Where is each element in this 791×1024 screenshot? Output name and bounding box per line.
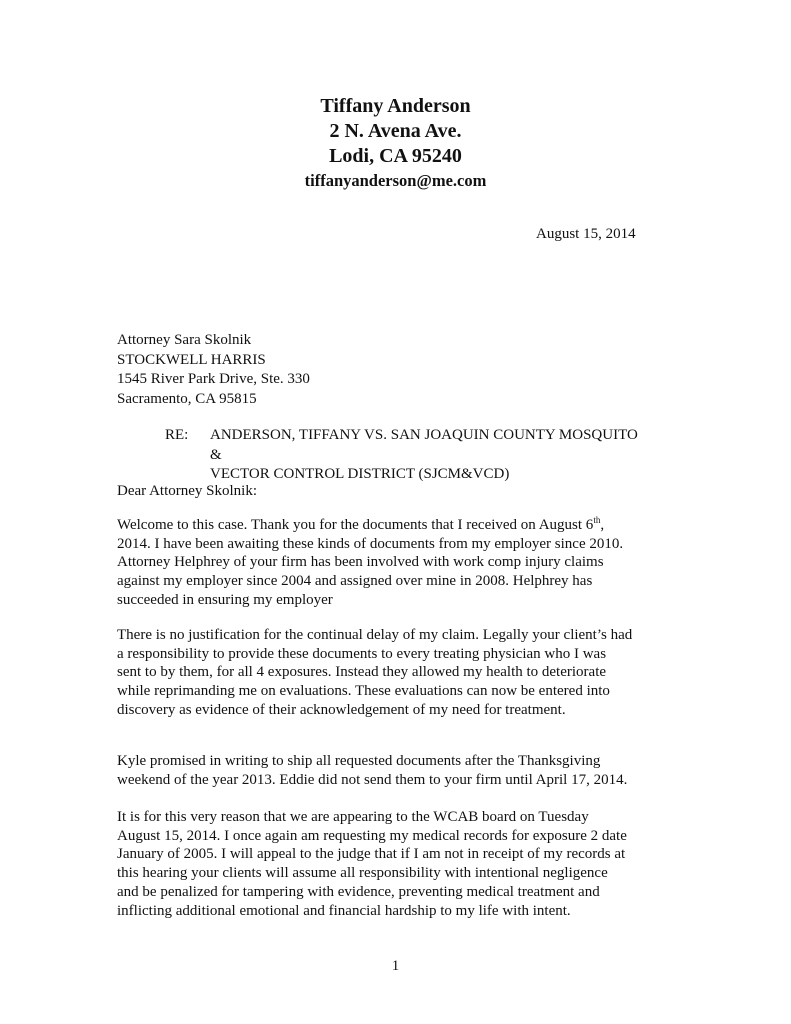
subject-line	[165, 426, 650, 485]
subject-line-1: ANDERSON, TIFFANY VS. SAN JOAQUIN COUNTY MOSQUITO &	[210, 427, 638, 463]
paragraph-4-line: It is for this very reason that we are appearing to the WCAB board on Tuesday	[117, 809, 589, 825]
paragraph-2-line: There is no justification for the continual delay of my claim. Legally your client’s had	[117, 627, 633, 643]
paragraph-1-line	[117, 516, 677, 535]
subject-label: RE:	[165, 427, 189, 443]
paragraph-1-line-end: ,	[600, 517, 605, 533]
paragraph-1-line: Attorney Helphrey of your firm has been involved with work comp injury claims	[117, 554, 604, 571]
paragraph-3	[117, 752, 677, 789]
paragraph-2	[117, 626, 677, 720]
paragraph-1-line-text: Welcome to this case. Thank you for the documents that I received on August 6	[117, 517, 594, 533]
salutation: Dear Attorney Skolnik:	[117, 483, 257, 499]
ordinal-superscript: th	[593, 515, 601, 525]
paragraph-2-line: while reprimanding me on evaluations. These evaluations can now be entered into	[117, 683, 610, 700]
paragraph-4-line: and be penalized for tampering with evidence, preventing medical treatment and	[117, 883, 600, 900]
paragraph-1-line: against my employer since 2004 and assigned over mine in 2008. Helphrey has	[117, 573, 593, 590]
paragraph-3-line: weekend of the year 2013. Eddie did not send them to your firm until April 17, 2014.	[117, 771, 628, 788]
paragraph-2-line: sent to by them, for all 4 exposures. Instead they allowed my health to deteriorate	[117, 664, 607, 681]
paragraph-2-line: discovery as evidence of their acknowledgement of my need for treatment.	[117, 701, 566, 718]
paragraph-4-line: August 15, 2014. I once again am requesting my medical records for exposure 2 date	[117, 827, 627, 844]
paragraph-1-line: 2014. I have been awaiting these kinds of documents from my employer since 2010.	[117, 535, 624, 552]
sender-city-state-zip: Lodi, CA 95240	[329, 145, 462, 167]
paragraph-2-line: a responsibility to provide these documents to every treating physician who I was	[117, 645, 607, 662]
paragraph-1-line: succeeded in ensuring my employer	[117, 591, 333, 608]
sender-street: 2 N. Avena Ave.	[329, 120, 462, 142]
sender-letterhead	[0, 94, 791, 193]
subject-text	[210, 426, 650, 485]
sender-email: tiffanyanderson@me.com	[304, 171, 487, 190]
letter-date: August 15, 2014	[536, 226, 636, 242]
paragraph-4-line: inflicting additional emotional and financial hardship to my life with intent.	[117, 902, 571, 919]
recipient-name: Attorney Sara Skolnik	[117, 332, 252, 348]
page-number: 1	[391, 958, 400, 974]
paragraph-4-line: January of 2005. I will appeal to the judge that if I am not in receipt of my records at	[117, 846, 626, 863]
paragraph-4-line: this hearing your clients will assume all responsibility with intentional negligence	[117, 865, 608, 882]
paragraph-3-line: Kyle promised in writing to ship all requested documents after the Thanksgiving	[117, 753, 601, 769]
recipient-street: 1545 River Park Drive, Ste. 330	[117, 371, 310, 387]
recipient-address	[117, 331, 310, 409]
paragraph-1	[117, 516, 677, 610]
paragraph-4	[117, 808, 677, 920]
recipient-firm: STOCKWELL HARRIS	[117, 351, 266, 368]
sender-name: Tiffany Anderson	[320, 95, 471, 117]
recipient-city-state-zip: Sacramento, CA 95815	[117, 390, 257, 407]
subject-line-2: VECTOR CONTROL DISTRICT (SJCM&VCD)	[210, 466, 510, 482]
